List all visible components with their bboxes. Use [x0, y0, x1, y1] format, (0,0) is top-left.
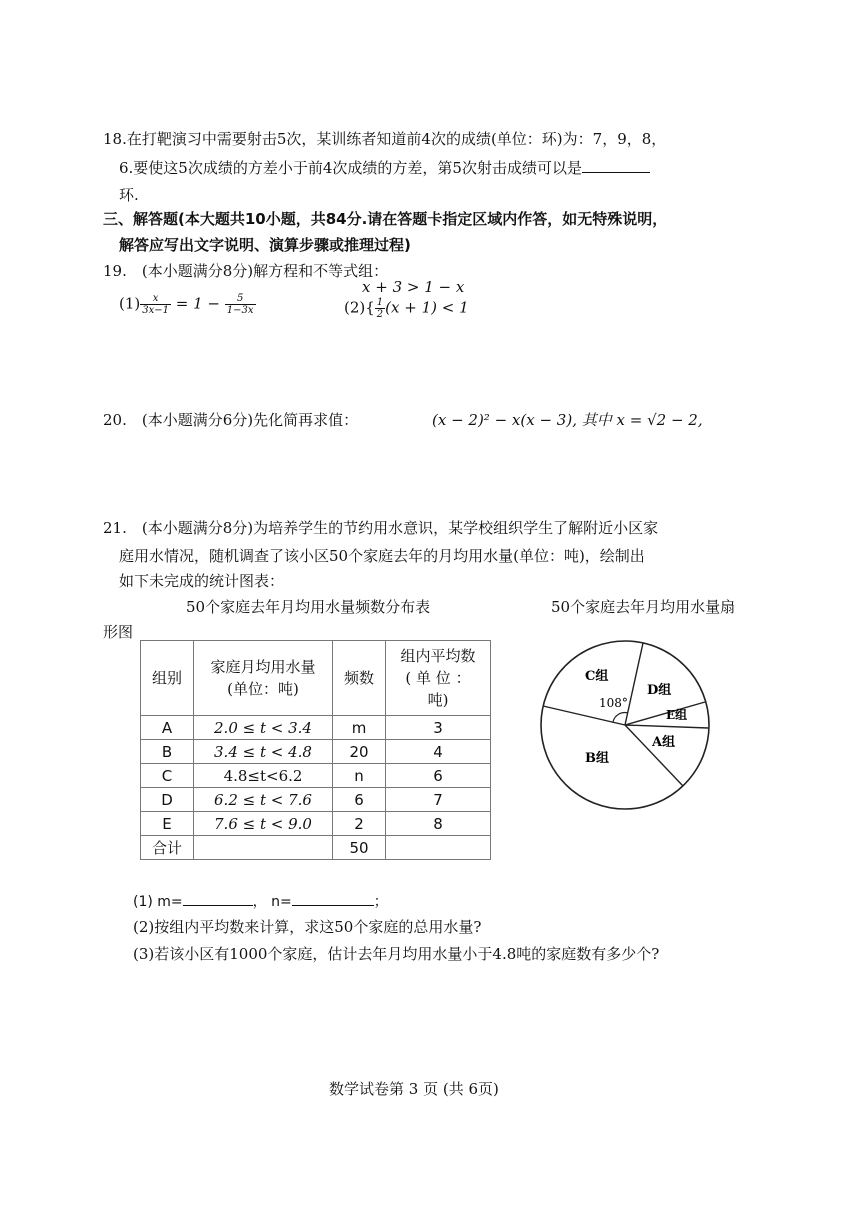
- denominator: 2: [376, 309, 384, 320]
- cell-total-avg: [386, 836, 491, 860]
- q19-part2: [344, 278, 469, 320]
- header-range: [194, 641, 333, 716]
- cell-range: 7.6 ≤ t < 9.0: [194, 812, 333, 836]
- q18-line2: [119, 157, 650, 178]
- pie-angle-label: 108°: [599, 696, 628, 710]
- header-range-b: (单位：吨): [227, 680, 299, 698]
- sub1-m-label: (1) m=: [133, 894, 183, 910]
- inequality-1: x + 3 > 1 − x: [362, 278, 465, 296]
- table-header-row: [141, 641, 491, 716]
- slice-divider-ea: [625, 725, 708, 728]
- denominator: 3x−1: [142, 305, 169, 316]
- numerator: 1: [376, 297, 384, 308]
- header-avg-a: 组内平均数: [400, 647, 476, 665]
- q21-sub1: [133, 891, 388, 911]
- section-heading-cont: 解答应写出文字说明、演算步骤或推理过程): [119, 236, 411, 254]
- q19-part1: [119, 293, 256, 316]
- cell-freq: 2: [333, 812, 386, 836]
- q21-line2: 庭用水情况，随机调查了该小区50个家庭去年的月均用水量(单位：吨)，绘制出: [119, 547, 645, 565]
- numerator: 5: [225, 293, 256, 305]
- answer-blank[interactable]: [582, 158, 650, 173]
- cell-freq: n: [333, 764, 386, 788]
- cell-group: B: [141, 740, 194, 764]
- section-heading: 三、解答题(本大题共10小题，共84分.请在答题卡指定区域内作答，如无特殊说明，: [103, 210, 668, 228]
- table-total-row: [141, 836, 491, 860]
- pie-label-c: C组: [585, 669, 609, 684]
- table-row: [141, 764, 491, 788]
- cell-range: 4.8≤t<6.2: [194, 764, 333, 788]
- q21-line1: 21. (本小题满分8分)为培养学生的节约用水意识，某学校组织学生了解附近小区家: [103, 519, 659, 537]
- m-answer-blank[interactable]: [183, 891, 253, 906]
- cell-freq: m: [333, 716, 386, 740]
- cell-group: A: [141, 716, 194, 740]
- n-answer-blank[interactable]: [292, 891, 374, 906]
- pie-caption-cont: 形图: [103, 623, 134, 641]
- table-caption: 50个家庭去年月均用水量频数分布表: [186, 598, 431, 616]
- q19-head: 19. (本小题满分8分)解方程和不等式组：: [103, 262, 389, 280]
- cell-total-label: 合计: [141, 836, 194, 860]
- sub1-end: ；: [373, 894, 388, 910]
- equals-part: = 1 −: [175, 294, 220, 313]
- page-footer: 数学试卷第 3 页 (共 6页): [329, 1080, 499, 1098]
- header-group: 组别: [141, 641, 194, 716]
- numerator: x: [140, 293, 171, 305]
- fraction: [140, 293, 171, 316]
- cell-avg: 4: [386, 740, 491, 764]
- cell-range: 3.4 ≤ t < 4.8: [194, 740, 333, 764]
- table-row: [141, 740, 491, 764]
- fraction: [225, 293, 256, 316]
- header-range-a: 家庭月均用水量: [210, 658, 316, 676]
- cell-group: C: [141, 764, 194, 788]
- cell-avg: 3: [386, 716, 491, 740]
- inequality-2: (x + 1) < 1: [385, 298, 469, 317]
- q19-part2-label: (2){: [344, 298, 375, 317]
- q21-line3: 如下未完成的统计图表：: [119, 572, 285, 590]
- table-row: [141, 812, 491, 836]
- cell-total-range: [194, 836, 333, 860]
- cell-group: E: [141, 812, 194, 836]
- cell-range: 2.0 ≤ t < 3.4: [194, 716, 333, 740]
- denominator: 1−3x: [226, 305, 254, 316]
- cell-group: D: [141, 788, 194, 812]
- fraction: [375, 297, 385, 320]
- cell-avg: 6: [386, 764, 491, 788]
- table-row: [141, 716, 491, 740]
- frequency-table: [140, 640, 491, 860]
- inequality-2-row: [344, 297, 469, 320]
- q18-line1: 18.在打靶演习中需要射击5次，某训练者知道前4次的成绩(单位：环)为：7，9，8，: [103, 130, 667, 148]
- q20-expression: (x − 2)² − x(x − 3), 其中 x = √2 − 2,: [432, 411, 703, 429]
- q20-head: 20. (本小题满分6分)先化简再求值：: [103, 411, 359, 429]
- pie-chart: [535, 635, 715, 815]
- q19-part1-label: (1): [119, 294, 141, 313]
- header-freq: 频数: [333, 641, 386, 716]
- sub1-n-label: ， n=: [252, 894, 292, 910]
- pie-caption: 50个家庭去年月均用水量扇: [551, 598, 736, 616]
- cell-freq: 20: [333, 740, 386, 764]
- slice-divider-de: [625, 702, 705, 725]
- header-avg-c: 吨): [427, 691, 449, 709]
- pie-label-d: D组: [647, 683, 672, 698]
- cell-avg: 8: [386, 812, 491, 836]
- q21-sub3: (3)若该小区有1000个家庭，估计去年月均用水量小于4.8吨的家庭数有多少个?: [133, 945, 660, 963]
- q18-line3: 环.: [119, 186, 139, 204]
- cell-range: 6.2 ≤ t < 7.6: [194, 788, 333, 812]
- pie-label-e: E组: [666, 708, 688, 722]
- cell-freq: 6: [333, 788, 386, 812]
- q18-line2-text: 6.要使这5次成绩的方差小于前4次成绩的方差，第5次射击成绩可以是: [119, 159, 582, 177]
- pie-label-b: B组: [585, 751, 609, 766]
- table-row: [141, 788, 491, 812]
- pie-label-a: A组: [652, 735, 676, 750]
- header-avg: [386, 641, 491, 716]
- cell-avg: 7: [386, 788, 491, 812]
- cell-total-freq: 50: [333, 836, 386, 860]
- q21-sub2: (2)按组内平均数来计算，求这50个家庭的总用水量?: [133, 918, 482, 936]
- header-avg-b: ( 单 位 ：: [405, 669, 471, 687]
